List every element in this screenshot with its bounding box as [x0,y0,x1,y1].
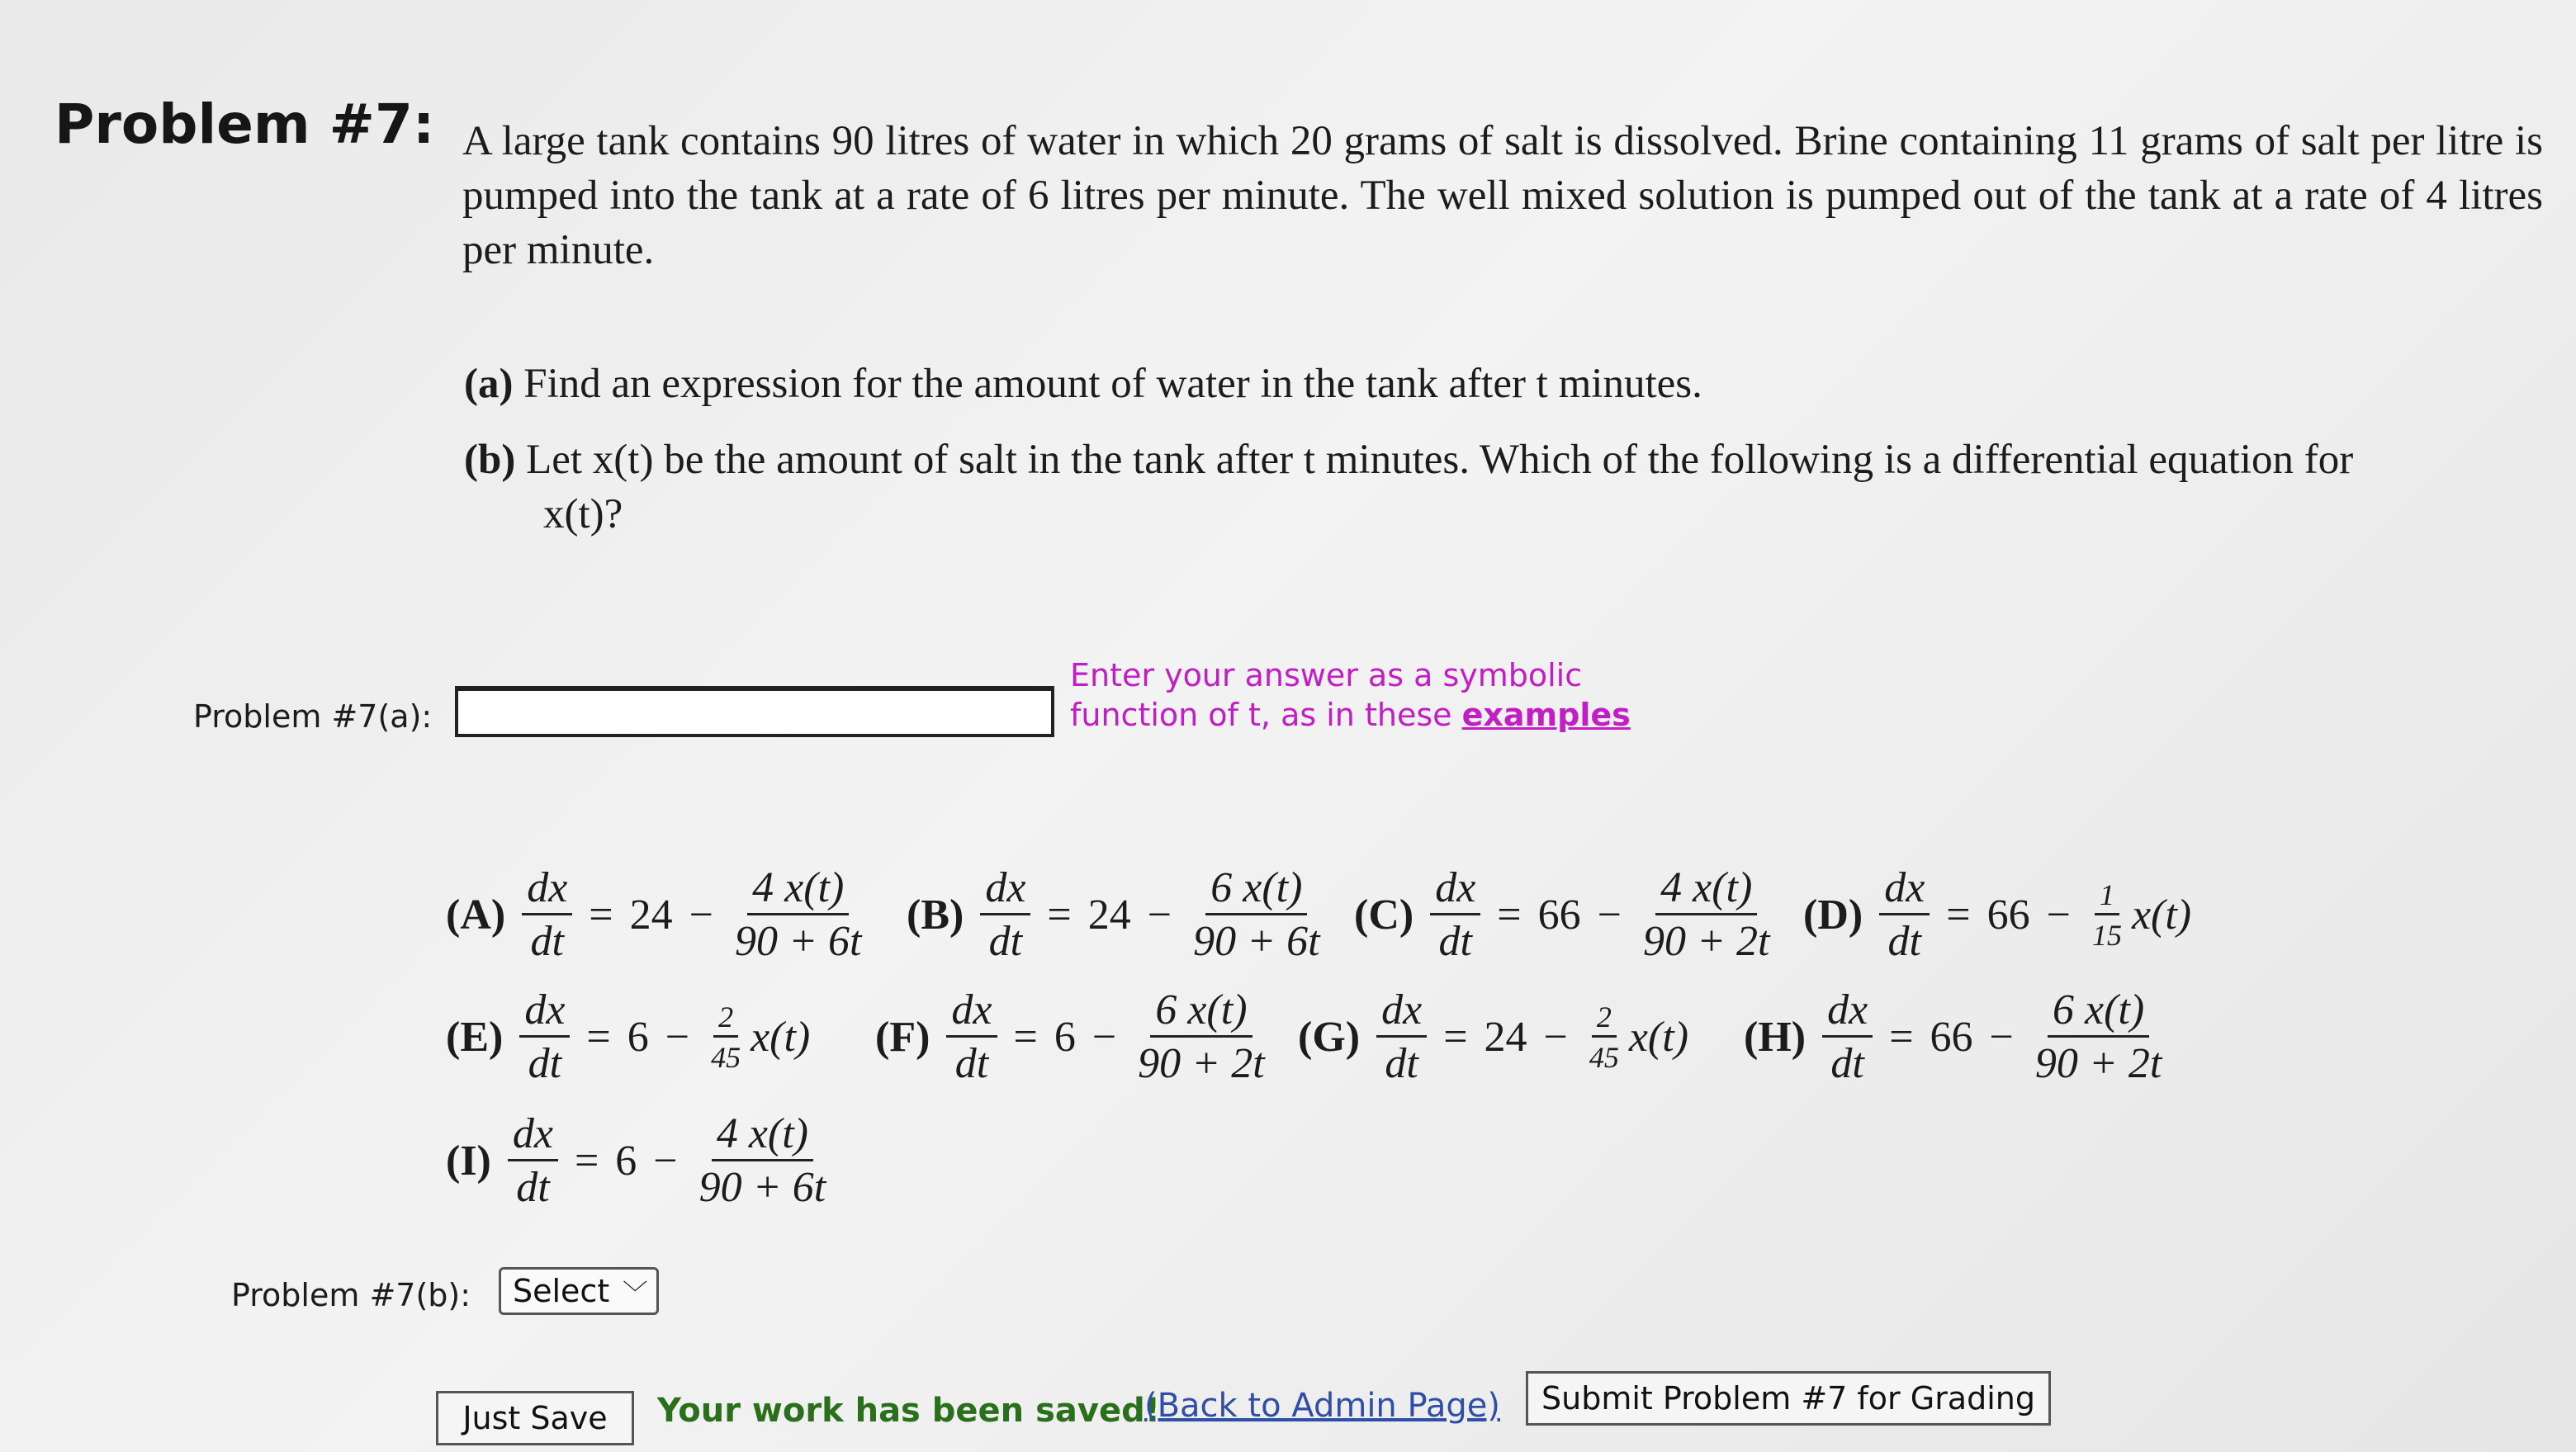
derivative-numerator: dx [522,867,572,915]
rate-fraction [1133,986,1270,1087]
derivative [508,1110,558,1211]
minus-sign: − [1597,892,1622,939]
rate-fraction-numerator: 4 x(t) [712,1113,813,1161]
rate-fraction-denominator: 90 + 2t [1138,1040,1265,1087]
minus-sign: − [1147,892,1172,939]
answer-hint-text: Enter your answer as a symbolic function of t, as in these [1070,657,1583,733]
minus-sign: − [689,892,713,939]
option-c [1354,864,1774,965]
option-a [446,864,866,965]
derivative-denominator: dt [1438,918,1472,965]
option-b [907,864,1325,965]
rate-fraction [1188,864,1325,965]
rate-fraction [1638,864,1775,965]
derivative [1430,864,1480,965]
equals-sign: = [1443,1014,1468,1061]
salt-term: x(t) [1628,1014,1689,1061]
answer-a-label: Problem #7(a): [193,698,433,735]
rate-fraction-denominator: 90 + 6t [698,1164,826,1211]
answer-a-input[interactable] [455,686,1054,737]
minus-sign: − [2046,892,2071,939]
equals-sign: = [1047,892,1072,939]
coefficient-denominator: 15 [2091,919,2122,952]
part-a-text: Find an expression for the amount of water in the tank after t minutes. [523,361,1702,407]
derivative-denominator: dt [530,918,564,965]
option-h [1744,986,2166,1087]
derivative-denominator: dt [528,1040,562,1087]
coefficient [706,1002,746,1072]
derivative [1822,986,1873,1087]
salt-term: x(t) [2131,892,2192,939]
equals-sign: = [1889,1014,1914,1061]
equals-sign: = [586,1014,611,1061]
derivative-denominator: dt [954,1040,989,1087]
rate-fraction-denominator: 90 + 2t [1642,918,1770,965]
derivative [1376,986,1427,1087]
coefficient-numerator: 2 [1592,1002,1617,1038]
option-label: (I) [446,1137,491,1185]
derivative-denominator: dt [1830,1040,1864,1087]
option-label: (A) [446,892,506,939]
equals-sign: = [1497,892,1522,939]
answer-b-select[interactable] [499,1267,659,1315]
rate-fraction-numerator: 6 x(t) [1150,989,1252,1038]
rate-fraction-numerator: 4 x(t) [747,867,849,915]
derivative [980,864,1030,965]
rate-fraction [730,864,867,965]
derivative [1879,864,1930,965]
derivative-numerator: dx [946,989,997,1038]
select-value: Select [513,1273,610,1309]
rate-fraction-denominator: 90 + 6t [1193,918,1320,965]
answer-b-label: Problem #7(b): [231,1277,471,1313]
constant-term: 66 [1986,892,2030,939]
option-label: (D) [1803,892,1863,939]
coefficient [1584,1002,1624,1072]
minus-sign: − [1989,1014,2014,1061]
derivative-numerator: dx [980,867,1030,915]
constant-term: 6 [627,1014,649,1061]
equals-sign: = [574,1137,599,1185]
option-label: (F) [875,1014,930,1061]
derivative [519,986,570,1087]
derivative-numerator: dx [1879,867,1930,915]
option-i [446,1110,831,1211]
coefficient-denominator: 45 [1589,1041,1619,1074]
derivative-denominator: dt [1385,1040,1418,1087]
derivative-numerator: dx [1822,989,1873,1038]
submit-button[interactable]: Submit Problem #7 for Grading [1526,1371,2051,1426]
option-e [446,986,811,1087]
option-label: (B) [907,892,964,939]
constant-term: 24 [1087,892,1131,939]
coefficient-numerator: 1 [2095,880,2119,915]
option-label: (H) [1744,1014,1807,1061]
rate-fraction-denominator: 90 + 2t [2034,1040,2162,1087]
part-a [464,357,2545,411]
option-g [1298,986,1689,1087]
rate-fraction-numerator: 6 x(t) [2048,989,2149,1038]
option-f [875,986,1270,1087]
rate-fraction-denominator: 90 + 6t [734,918,862,965]
saved-message: Your work has been saved! [657,1392,1160,1430]
derivative-numerator: dx [519,989,570,1038]
constant-term: 24 [629,892,673,939]
equals-sign: = [1013,1014,1038,1061]
constant-term: 66 [1930,1014,1973,1061]
part-b [464,433,2545,542]
derivative-denominator: dt [988,918,1023,965]
salt-term: x(t) [751,1014,811,1061]
rate-fraction-numerator: 4 x(t) [1655,867,1757,915]
minus-sign: − [1543,1014,1568,1061]
derivative-denominator: dt [1887,918,1921,965]
option-label: (C) [1354,892,1414,939]
rate-fraction [694,1110,831,1211]
equals-sign: = [1946,892,1971,939]
option-label: (E) [446,1014,504,1061]
part-b-text: Let x(t) be the amount of salt in the tank after t minutes. Which of the following is a differential equation for [526,437,2354,483]
coefficient-numerator: 2 [713,1002,738,1038]
examples-link[interactable]: examples [1461,697,1631,733]
derivative-numerator: dx [1376,989,1427,1038]
derivative-numerator: dx [508,1113,558,1161]
constant-term: 66 [1537,892,1581,939]
minus-sign: − [1091,1014,1117,1061]
part-b-label: (b) [464,437,516,483]
rate-fraction-numerator: 6 x(t) [1205,867,1307,915]
option-label: (G) [1298,1014,1361,1061]
constant-term: 24 [1484,1014,1527,1061]
problem-heading: Problem #7: [54,92,435,156]
rate-fraction [2030,986,2167,1087]
derivative [522,864,572,965]
back-to-admin-link[interactable]: (Back to Admin Page) [1144,1387,1500,1425]
derivative-numerator: dx [1430,867,1480,915]
part-b-text-continued: x(t)? [543,491,623,537]
option-d [1803,864,2192,965]
answer-hint [1070,655,1648,735]
constant-term: 6 [1054,1014,1076,1061]
problem-statement: A large tank contains 90 litres of water in which 20 grams of salt is dissolved. Brine containing 11 grams of salt per litre is pumped into the tank at a rate of 6 litres per minute. The well mixed solution is pumped out of the tank at a rate of 4 litres per minute. [462,118,2543,273]
chevron-down-icon: ﹀ [623,1279,648,1308]
just-save-button[interactable]: Just Save [436,1391,634,1445]
part-a-label: (a) [464,361,514,407]
derivative-denominator: dt [516,1164,550,1211]
derivative [946,986,997,1087]
constant-term: 6 [615,1137,637,1185]
minus-sign: − [665,1014,690,1061]
equals-sign: = [589,892,613,939]
coefficient [2087,880,2127,950]
coefficient-denominator: 45 [711,1041,741,1074]
minus-sign: − [653,1137,678,1185]
